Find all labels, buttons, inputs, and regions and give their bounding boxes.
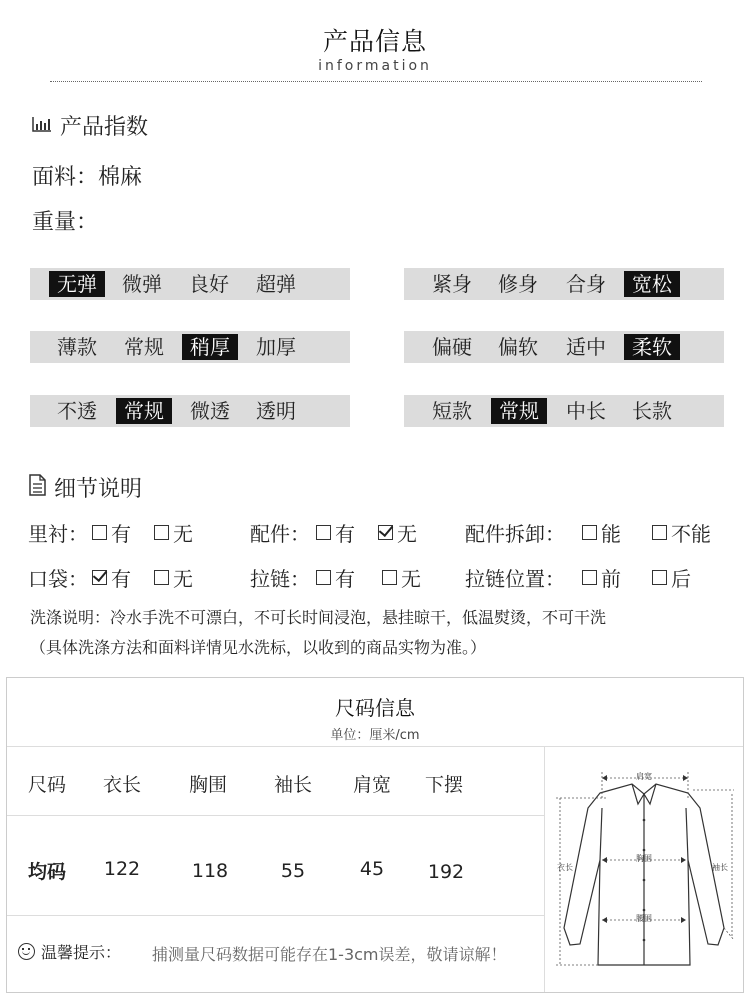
tip-label: 温馨提示：: [18, 940, 121, 963]
diagram-shoulder-label: 肩宽: [636, 772, 652, 781]
weight-text: 重量：: [32, 210, 99, 235]
zip-label: 拉链：: [250, 567, 310, 591]
size-title: 尺码信息: [335, 696, 415, 720]
checkbox-icon: [582, 525, 597, 540]
dotted-divider: [50, 81, 702, 82]
bar-option: 透明: [256, 399, 296, 423]
zippos-front[interactable]: 前: [582, 563, 621, 592]
checkbox-icon: [652, 570, 667, 585]
bar-option: 宽松: [624, 271, 680, 297]
page-title: 产品信息: [322, 27, 427, 56]
diagram-chest-label: 胸围: [636, 854, 652, 863]
zippos-back[interactable]: 后: [652, 563, 691, 592]
bar-option: 柔软: [624, 334, 680, 360]
thickness-bar: [30, 331, 350, 363]
length-bar: [404, 395, 724, 427]
bar-option: 合身: [566, 272, 606, 296]
divider: [544, 746, 545, 992]
header-size: 尺码: [28, 774, 67, 796]
row-shoulder: 45: [359, 858, 385, 880]
checked-checkbox-icon: [378, 525, 393, 540]
bar-option: 紧身: [432, 272, 472, 296]
bar-option: 无弹: [49, 271, 105, 297]
zip-no[interactable]: 无: [382, 563, 421, 592]
bar-option: 常规: [116, 398, 172, 424]
index-heading-label: 产品指数: [60, 115, 149, 140]
bar-option: 偏软: [498, 335, 538, 359]
page-subtitle: information: [318, 58, 432, 74]
transparency-bar: [30, 395, 350, 427]
checkbox-icon: [652, 525, 667, 540]
bar-option: 短款: [432, 399, 472, 423]
wash-note: （具体洗涤方法和面料详情见水洗标，以收到的商品实物为准。）: [30, 638, 487, 657]
zippos-label: 拉链位置：: [465, 567, 565, 591]
diagram-length-label: 衣长: [557, 863, 573, 872]
bar-option: 常规: [491, 398, 547, 424]
row-hem: 192: [427, 861, 465, 883]
index-heading: [32, 110, 148, 141]
header-sleeve: 袖长: [273, 774, 312, 796]
document-icon: [28, 474, 46, 502]
tip-text: 捕测量尺码数据可能存在1-3cm误差，敬请谅解！: [152, 945, 507, 964]
details-heading-label: 细节说明: [54, 477, 143, 502]
softness-bar: [404, 331, 724, 363]
detach-label: 配件拆卸：: [465, 522, 565, 546]
bar-option: 微透: [190, 399, 230, 423]
bar-option: 长款: [632, 399, 672, 423]
header-hem: 下摆: [424, 774, 463, 796]
wash-instructions: 洗涤说明：冷水手洗不可漂白，不可长时间浸泡，悬挂晾干，低温熨烫，不可干洗: [30, 608, 607, 627]
fabric-text: 面料：棉麻: [32, 165, 143, 190]
fit-bar: [404, 268, 724, 300]
acc-no[interactable]: 无: [378, 518, 417, 547]
divider: [7, 815, 544, 816]
row-sleeve: 55: [280, 860, 306, 882]
bar-chart-icon: [32, 113, 52, 138]
divider: [7, 746, 743, 747]
checkbox-icon: [316, 570, 331, 585]
row-size: 均码: [28, 861, 67, 883]
bar-option: 微弹: [122, 272, 162, 296]
checkbox-icon: [582, 570, 597, 585]
checkbox-icon: [154, 525, 169, 540]
bar-option: 适中: [566, 335, 606, 359]
size-unit: 单位：厘米/cm: [330, 728, 420, 743]
acc-label: 配件：: [250, 522, 310, 546]
lining-label: 里衬：: [28, 522, 88, 546]
diagram-waist-label: 腰围: [636, 914, 652, 923]
bar-option: 超弹: [256, 272, 296, 296]
detach-yes[interactable]: 能: [582, 518, 621, 547]
checkbox-icon: [382, 570, 397, 585]
bar-option: 加厚: [256, 335, 296, 359]
elasticity-bar: [30, 268, 350, 300]
checked-checkbox-icon: [92, 570, 107, 585]
bar-option: 修身: [498, 272, 538, 296]
bar-option: 不透: [57, 399, 97, 423]
pocket-label: 口袋：: [28, 567, 88, 591]
lining-yes[interactable]: 有: [92, 518, 131, 547]
header-shoulder: 肩宽: [352, 774, 391, 796]
checkbox-icon: [92, 525, 107, 540]
bar-option: 偏硬: [432, 335, 472, 359]
bar-option: 良好: [189, 272, 229, 296]
row-chest: 118: [191, 860, 229, 882]
details-heading: [28, 472, 142, 503]
acc-yes[interactable]: 有: [316, 518, 355, 547]
shirt-diagram: [548, 760, 740, 990]
divider: [7, 915, 544, 916]
pocket-yes[interactable]: 有: [92, 563, 131, 592]
row-length: 122: [103, 858, 141, 880]
header-length: 衣长: [102, 774, 141, 796]
bar-option: 薄款: [57, 335, 97, 359]
checkbox-icon: [154, 570, 169, 585]
zip-yes[interactable]: 有: [316, 563, 355, 592]
pocket-no[interactable]: 无: [154, 563, 193, 592]
bar-option: 常规: [124, 335, 164, 359]
bar-option: 中长: [566, 399, 606, 423]
lining-no[interactable]: 无: [154, 518, 193, 547]
diagram-sleeve-label: 袖长: [712, 863, 728, 872]
detach-no[interactable]: 不能: [652, 518, 711, 547]
smile-icon: [18, 943, 35, 960]
header-chest: 胸围: [188, 774, 227, 796]
bar-option: 稍厚: [182, 334, 238, 360]
checkbox-icon: [316, 525, 331, 540]
